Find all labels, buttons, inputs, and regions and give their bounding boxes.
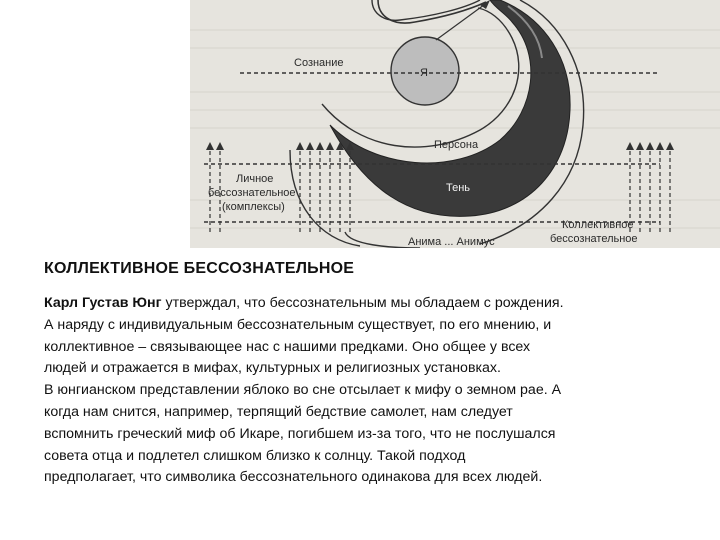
personal-unconscious-label-2: бессознательное: [208, 187, 296, 199]
paragraph-line: когда нам снится, например, терпящий бедствие самолет, нам следует: [44, 403, 513, 420]
author-name: Карл Густав Юнг: [44, 295, 162, 311]
anima-animus-label: Анима ... Анимус: [408, 236, 495, 248]
jung-psyche-diagram: [190, 0, 720, 248]
persona-label: Персона: [434, 139, 479, 151]
paragraph-line-1: [44, 293, 684, 315]
top-arc: [378, 0, 486, 23]
paragraph-line: совета отца и подлетел слишком близко к солнцу. Такой подход: [44, 447, 466, 464]
first-line-rest: утверждал, что бессознательным мы обладаем с рождения.: [161, 295, 564, 311]
ego-label: Я: [420, 67, 428, 79]
diagram-svg: [190, 0, 720, 248]
personal-unconscious-label-3: (комплексы): [222, 201, 285, 213]
paragraph-line: А наряду с индивидуальным бессознательным существует, по его мнению, и: [44, 316, 552, 333]
consciousness-label: Сознание: [294, 57, 344, 69]
collective-unconscious-label-1: Коллективное: [562, 219, 634, 231]
shadow-label: Тень: [446, 182, 471, 194]
personal-unconscious-label-1: Личное: [236, 173, 274, 185]
collective-arrowheads: [626, 142, 674, 150]
paragraph-line: людей и отражается в мифах, культурных и религиозных установках.: [44, 360, 501, 377]
paragraph-line: вспомнить греческий миф об Икаре, погибшем из-за того, что не послушался: [44, 425, 556, 442]
paragraph-line: предполагает, что символика бессознательного одинакова для всех людей.: [44, 469, 543, 486]
paragraph-line: коллективное – связывающее нас с нашими предками. Оно общее у всех: [44, 338, 531, 355]
section-heading: КОЛЛЕКТИВНОЕ БЕССОЗНАТЕЛЬНОЕ: [44, 260, 355, 277]
collective-arrows: [630, 148, 670, 232]
body-paragraph: [44, 293, 684, 489]
ego-arrowhead: [480, 0, 490, 9]
personal-arrowheads: [206, 142, 354, 150]
collective-unconscious-label-2: бессознательное: [550, 233, 638, 245]
paragraph-line: В юнгианском представлении яблоко во сне отсылает к мифу о земном рае. А: [44, 382, 562, 399]
